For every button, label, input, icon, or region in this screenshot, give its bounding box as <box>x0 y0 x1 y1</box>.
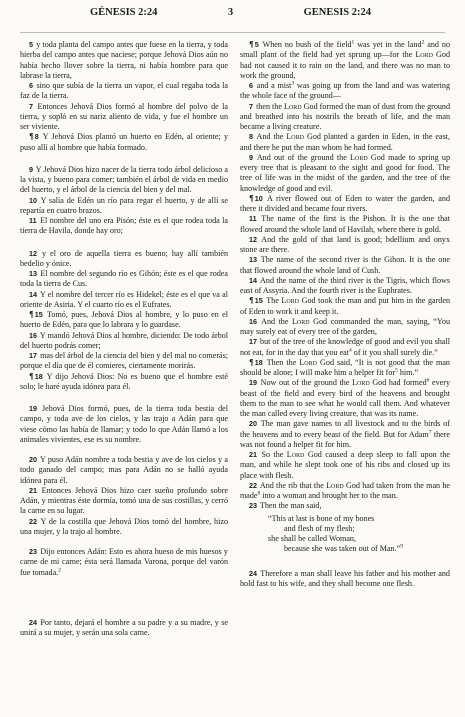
verse-en-10: ¶10 A river flowed out of Eden to water the garden, and there it divided and became four rivers. <box>240 193 450 213</box>
verse-es-16: 16 Y mandó Jehová Dios al hombre, diciendo: De todo árbol del huerto podrás comer; <box>20 330 228 350</box>
header-right-reference: GENESIS 2:24 <box>303 7 371 18</box>
poem-line: and flesh of my flesh; <box>284 523 355 533</box>
verse-en-11: 11 The name of the first is the Pishon. It is the one that flowed around the whole land of Havilah, where there is gold. <box>240 214 450 234</box>
verse-en-6: 6 and a mist$^3$ was going up from the land and was watering the whole face of the ground— <box>240 80 450 101</box>
english-column <box>240 40 450 589</box>
poem-line: she shall be called Woman, <box>268 534 356 543</box>
verse-es-19: 19 Jehová Dios formó, pues, de la tierra toda bestia del campo, y toda ave de los cielos, y las trajo a Adán para que viese cómo las había de llamar; y todo lo que Adán llamó a los animales vivientes, ese es su nombre. <box>20 404 228 444</box>
poem-block <box>268 514 450 555</box>
verse-en-17: 17 but of the tree of the knowledge of good and evil you shall not eat, for in the day that you eat$^4$ of it you shall surely die.” <box>240 337 450 357</box>
footnote-marker: 2 <box>58 566 61 573</box>
running-header <box>18 7 443 21</box>
verse-en-16: 16 And the Lord God commanded the man, saying, “You may surely eat of every tree of the garden, <box>240 316 451 336</box>
verse-en-7: 7 then the Lord God formed the man of dust from the ground and breathed into his nostrils the breath of life, and the man became a living creature. <box>240 101 451 131</box>
verse-en-15: ¶15 The Lord God took the man and put him in the garden of Eden to work it and keep it. <box>240 296 450 316</box>
verse-en-23: 23 Then the man said, <box>249 501 322 511</box>
verse-en-9: 9 And out of the ground the Lord God made to spring up every tree that is pleasant to the sight and good for food. The tree of life was in the midst of the garden, and the tree of the knowledge of good and evil. <box>240 152 451 193</box>
verse-es-23: 23 Dijo entonces Adán: Esto es ahora hueso de mis huesos y carne de mi carne; ésta será llamada Varona, porque del varón fue tomada.$^2$ <box>20 547 228 577</box>
verse-es-6: 6 sino que subía de la tierra un vapor, el cual regaba toda la faz de la tierra. <box>20 81 228 101</box>
verse-es-10: 10 Y salía de Edén un río para regar el huerto, y de allí se repartía en cuatro brazos. <box>20 195 228 215</box>
pilcrow-icon: ¶ <box>249 357 254 367</box>
verse-en-14: 14 And the name of the third river is the Tigris, which flows east of Assyria. And the fourth river is the Euphrates. <box>240 275 450 295</box>
poem-line: “This at last is bone of my bones <box>268 513 375 523</box>
pilcrow-icon: ¶ <box>29 132 34 142</box>
verse-es-22: 22 Y de la costilla que Jehová Dios tomó del hombre, hizo una mujer, y la trajo al hombre. <box>20 516 228 536</box>
verse-es-18: ¶18 Y dijo Jehová Dios: No es bueno que el hombre esté solo; le haré ayuda idónea para él. <box>20 371 228 391</box>
verse-es-9: 9 Y Jehová Dios hizo nacer de la tierra todo árbol delicioso a la vista, y bueno para comer; también el árbol de vida en medio del huerto, y el árbol de la ciencia del bien y del mal. <box>20 164 228 195</box>
page-number: 3 <box>227 7 234 18</box>
verse-en-21: 21 So the Lord God caused a deep sleep to fall upon the man, and while he slept took one of his ribs and closed up its place with flesh. <box>240 450 451 480</box>
verse-es-11: 11 El nombre del uno era Pisón; éste es el que rodea toda la tierra de Havila, donde hay oro; <box>20 216 229 236</box>
verse-es-24: 24 Por tanto, dejará el hombre a su padre y a su madre, y se unirá a su mujer, y serán una sola carne. <box>20 617 228 637</box>
header-left-reference: GÉNESIS 2:24 <box>90 7 158 18</box>
verse-es-12: 12 y el oro de aquella tierra es bueno; hay allí también bedelio y ónice. <box>20 248 229 268</box>
verse-en-24: 24 Therefore a man shall leave his father and his mother and hold fast to his wife, and they shall become one flesh. <box>240 568 450 588</box>
pilcrow-icon: ¶ <box>29 310 34 319</box>
header-rule <box>20 32 445 33</box>
verse-en-13: 13 The name of the second river is the Gihon. It is the one that flowed around the whole land of Cush. <box>240 255 450 275</box>
verse-en-19: 19 Now out of the ground the Lord God had formed$^6$ every beast of the field and every bird of the heavens and brought them to the man to see what he would call them. And whatever the man called every living creature, that was its name. <box>240 377 450 418</box>
verse-es-21: 21 Entonces Jehová Dios hizo caer sueño profundo sobre Adán, y mientras éste dormía, tomó una de sus costillas, y cerró la carne en su lugar. <box>20 485 228 516</box>
verse-es-14: 14 Y el nombre del tercer río es Hidekel; éste es el que va al oriente de Asiria. Y el cuarto río es el Eufrates. <box>20 289 228 309</box>
verse-es-17: 17 mas del árbol de la ciencia del bien y del mal no comerás; porque el día que de él comieres, ciertamente morirás. <box>20 351 229 371</box>
verse-en-18: ¶18 Then the Lord God said, “It is not good that the man should be alone; I will make him a helper fit for$^5$ him.” <box>240 357 450 377</box>
pilcrow-icon: ¶ <box>29 371 34 381</box>
verse-es-7: 7 Entonces Jehová Dios formó al hombre del polvo de la tierra, y sopló en su nariz aliento de vida, y fue el hombre un ser viviente. <box>20 101 229 131</box>
pilcrow-icon: ¶ <box>249 40 254 49</box>
verse-es-8: ¶8 Y Jehová Dios plantó un huerto en Edén, al oriente; y puso allí al hombre que había formado. <box>20 132 228 152</box>
verse-en-12: 12 And the gold of that land is good; bdellium and onyx stone are there. <box>240 234 451 254</box>
verse-es-20: 20 Y puso Adán nombre a toda bestia y ave de los cielos y a todo ganado del campo; mas para Adán no se halló ayuda idónea para él. <box>20 455 228 485</box>
verse-en-20: 20 The man gave names to all livestock and to the birds of the heavens and to every beast of the field. But for Adam$^7$ there was not found a helper fit for him. <box>240 419 451 449</box>
verse-es-15: ¶15 Tomó, pues, Jehová Dios al hombre, y lo puso en el huerto de Edén, para que lo labrara y lo guardase. <box>20 310 228 330</box>
spanish-column <box>20 40 228 638</box>
poem-line: because she was taken out of Man.”$^9$ <box>284 543 403 554</box>
verse-es-5: 5 y toda planta del campo antes que fuese en la tierra, y toda hierba del campo antes que naciese; porque Jehová Dios aún no había hecho llover sobre la tierra, ni había hombre para que labrase la tierra, <box>20 40 228 80</box>
pilcrow-icon: ¶ <box>249 296 254 306</box>
verse-es-13: 13 El nombre del segundo río es Gihón; éste es el que rodea toda la tierra de Cus. <box>20 269 228 289</box>
verse-en-22: 22 And the rib that the Lord God had taken from the man he made$^8$ into a woman and brought her to the man. <box>240 480 450 500</box>
pilcrow-icon: ¶ <box>249 193 254 203</box>
verse-en-8: 8 And the Lord God planted a garden in Eden, in the east, and there he put the man whom he had formed. <box>240 132 451 152</box>
verse-en-5: ¶5 When no bush of the field$^1$ was yet in the land$^2$ and no small plant of the field had yet sprung up—for the Lord God had not caused it to rain on the land, and there was no man to work the ground, <box>240 39 450 80</box>
